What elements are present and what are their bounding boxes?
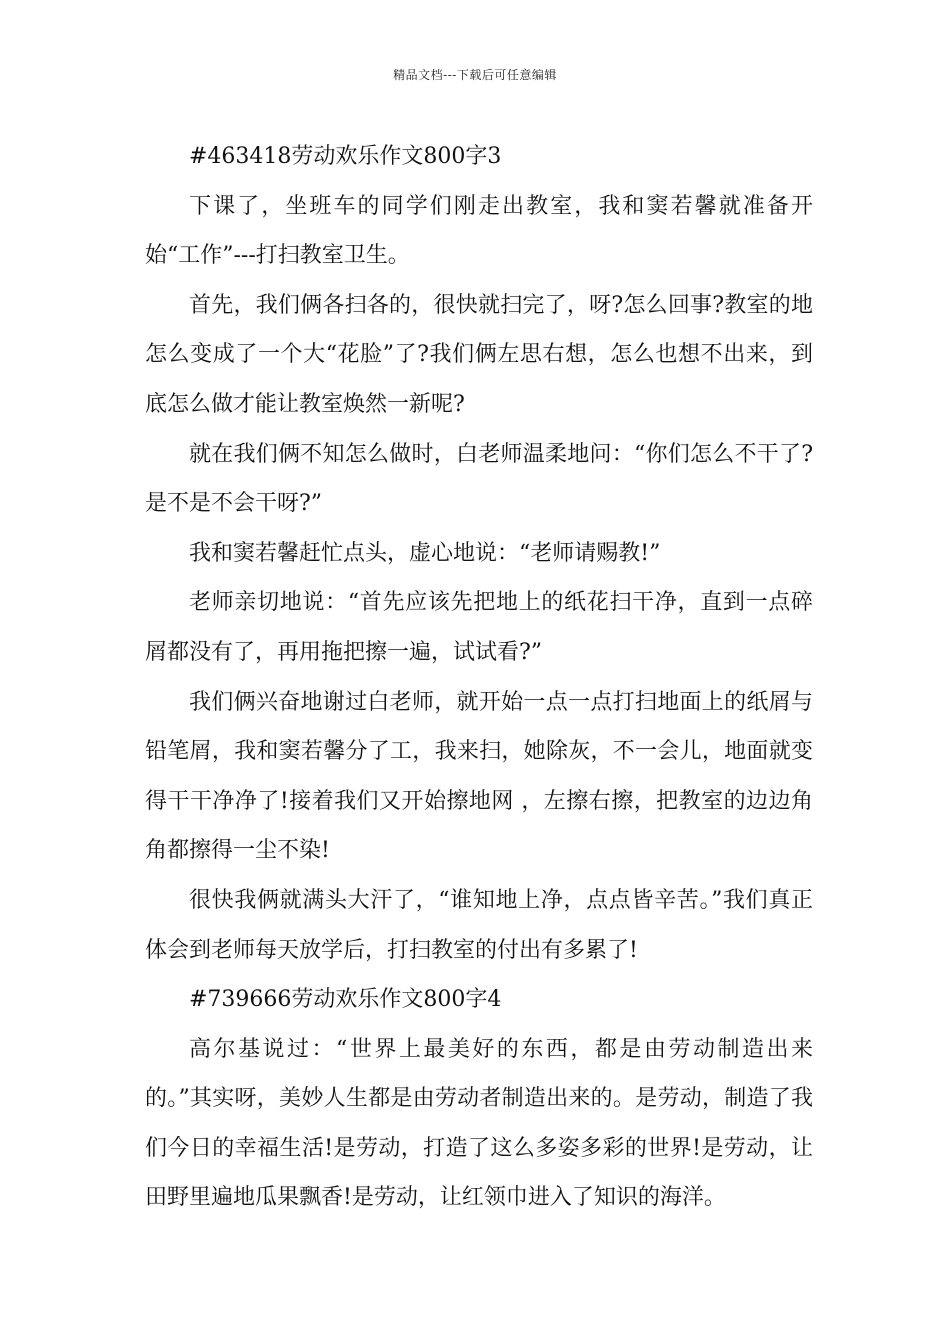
paragraph: 首先，我们俩各扫各的，很快就扫完了，呀?怎么回事?教室的地怎么变成了一个大“花脸”了?我们俩左思右想，怎么也想不出来，到底怎么做才能让教室焕然一新呢? [145,292,813,417]
document-body [145,132,813,1223]
page-header: 精品文档---下载后可任意编辑 [393,68,557,82]
paragraph: 高尔基说过：“世界上最美好的东西，都是由劳动制造出来的。”其实呀，美妙人生都是由劳动者制造出来的。是劳动，制造了我们今日的幸福生活!是劳动，打造了这么多姿多彩的世界!是劳动，让田野里遍地瓜果飘香!是劳动，让红领巾进入了知识的海洋。 [145,1036,813,1211]
section-heading-3: #463418劳动欢乐作文800字3 [189,144,502,169]
section-heading-4: #739666劳动欢乐作文800字4 [189,987,502,1013]
paragraph: 我和窦若馨赶忙点头，虚心地说：“老师请赐教!” [189,540,661,566]
paragraph: 老师亲切地说：“首先应该先把地上的纸花扫干净，直到一点碎屑都没有了，再用拖把擦一遍，试试看?” [145,590,813,665]
paragraph: 我们俩兴奋地谢过白老师，就开始一点一点打扫地面上的纸屑与铅笔屑，我和窦若馨分了工，我来扫，她除灰，不一会儿，地面就变得干干净净了!接着我们又开始擦地网 ，左擦右擦，把教室的边边角角都擦得一尘不染! [145,689,813,864]
paragraph: 就在我们俩不知怎么做时，白老师温柔地问：“你们怎么不干了?是不是不会干呀?” [145,441,813,517]
paragraph: 下课了，坐班车的同学们刚走出教室，我和窦若馨就准备开始“工作”---打扫教室卫生。 [145,193,813,269]
paragraph: 很快我俩就满头大汗了，“谁知地上净，点点皆辛苦。”我们真正体会到老师每天放学后，打扫教室的付出有多累了! [145,887,813,963]
